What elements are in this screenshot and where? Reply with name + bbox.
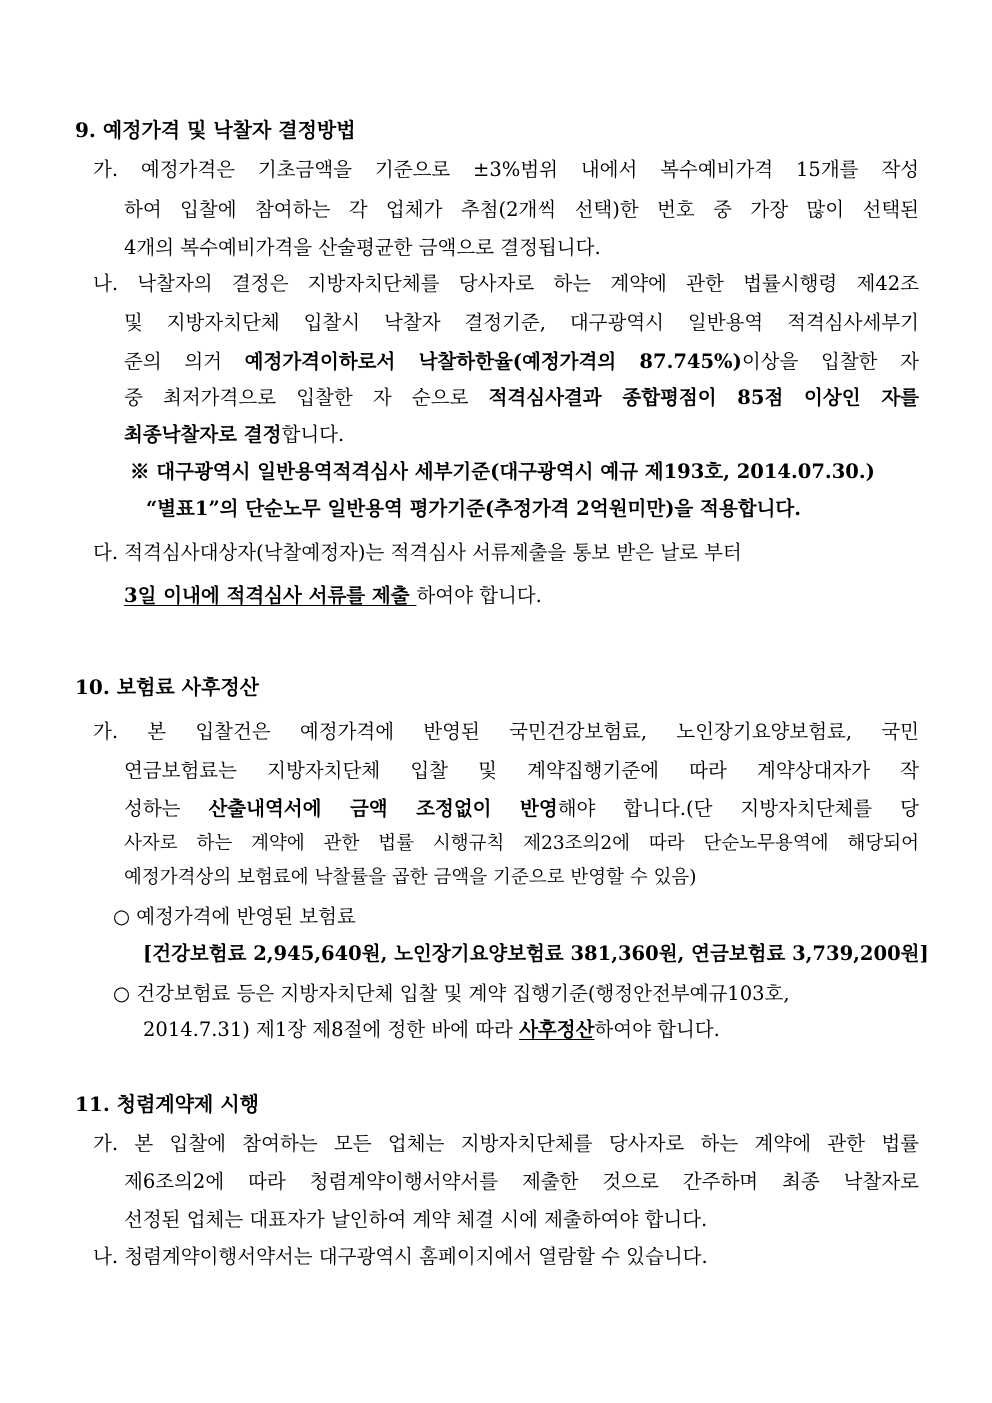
section-9-item-na-line3: [124, 350, 919, 374]
bullet2-line2-bold-settle: 사후정산: [519, 1018, 595, 1041]
section-9-item-ga-line3: 4개의 복수예비가격을 산술평균한 금액으로 결정됩니다.: [124, 236, 601, 259]
section-10-bullet2-line1: ○ 건강보험료 등은 지방자치단체 입찰 및 계약 집행기준(행정안전부예규103호,: [113, 982, 790, 1005]
section-9-item-na-line5: [124, 423, 344, 447]
na-line4-bold-score: 적격심사결과 종합평점이 85점 이상인 자를: [488, 386, 919, 409]
bullet2-line2-text-c: 하여야 합니다.: [594, 1018, 720, 1041]
na-line3-bold-rate: 예정가격이하로서 낙찰하한율(예정가격의 87.745%): [244, 350, 742, 373]
section-9-item-na-line4: [124, 386, 919, 410]
ga-line3-text-a: 성하는: [124, 797, 209, 820]
section-11-item-ga-line1: 가. 본 입찰에 참여하는 모든 업체는 지방자치단체를 당사자로 하는 계약에 관한 법률: [93, 1132, 919, 1155]
section-10-bullet1-line1: ○ 예정가격에 반영된 보험료: [113, 905, 356, 928]
na-line3-text-c: 이상을 입찰한 자: [741, 350, 919, 373]
section-9-item-na-line1: 나. 낙찰자의 결정은 지방자치단체를 당사자로 하는 계약에 관한 법률시행령 제42조: [93, 272, 919, 295]
bullet2-line2-text-a: 2014.7.31) 제1장 제8절에 정한 바에 따라: [143, 1018, 520, 1041]
da-line2-bold-deadline: 3일 이내에 적격심사 서류를 제출: [124, 584, 417, 607]
section-9-item-ga-line2: 하여 입찰에 참여하는 각 업체가 추첨(2개씩 선택)한 번호 중 가장 많이 선택된: [124, 198, 919, 221]
da-line2-text-b: 하여야 합니다.: [416, 584, 542, 607]
ga-line3-text-c: 해야 합니다.(단 지방자치단체를 당: [557, 797, 919, 820]
na-line4-text-a: 중 최저가격으로 입찰한 자 순으로: [124, 386, 489, 409]
ga-line3-bold-reflect: 산출내역서에 금액 조정없이 반영: [208, 797, 558, 820]
section-11-item-na-line1: 나. 청렴계약이행서약서는 대구광역시 홈페이지에서 열람할 수 있습니다.: [93, 1245, 708, 1268]
section-11-item-ga-line2: 제6조의2에 따라 청렴계약이행서약서를 제출한 것으로 간주하며 최종 낙찰자로: [124, 1170, 919, 1193]
na-line5-text-b: 합니다.: [281, 423, 345, 446]
section-10-item-ga-line2: 연금보험료는 지방자치단체 입찰 및 계약집행기준에 따라 계약상대자가 작: [124, 759, 919, 782]
section-10-heading: 10. 보험료 사후정산: [75, 675, 259, 699]
section-9-note-line2: “별표1”의 단순노무 일반용역 평가기준(추정가격 2억원미만)을 적용합니다.: [146, 497, 802, 520]
section-9-item-ga-line1: 가. 예정가격은 기초금액을 기준으로 ±3%범위 내에서 복수예비가격 15개를 작성: [93, 158, 919, 181]
section-10-bullet2-line2: [143, 1018, 720, 1042]
section-10-bullet1-line2: [건강보험료 2,945,640원, 노인장기요양보험료 381,360원, 연금보험료 3,739,200원]: [143, 942, 929, 965]
section-10-item-ga-line1: 가. 본 입찰건은 예정가격에 반영된 국민건강보험료, 노인장기요양보험료, 국민: [93, 720, 919, 743]
section-11-item-ga-line3: 선정된 업체는 대표자가 날인하여 계약 체결 시에 제출하여야 합니다.: [124, 1208, 708, 1231]
section-10-item-ga-line4: 사자로 하는 계약에 관한 법률 시행규칙 제23조의2에 따라 단순노무용역에 해당되어: [124, 833, 919, 854]
section-10-item-ga-line5: 예정가격상의 보험료에 낙찰률을 곱한 금액을 기준으로 반영할 수 있음): [124, 867, 697, 888]
na-line5-bold-final: 최종낙찰자로 결정: [124, 423, 282, 446]
section-10-item-ga-line3: [124, 797, 919, 821]
section-11-heading: 11. 청렴계약제 시행: [75, 1092, 259, 1116]
section-9-note-line1: ※ 대구광역시 일반용역적격심사 세부기준(대구광역시 예규 제193호, 2014.07.30.): [130, 460, 875, 483]
section-9-item-da-line1: 다. 적격심사대상자(낙찰예정자)는 적격심사 서류제출을 통보 받은 날로 부터: [93, 541, 742, 564]
na-line3-text-a: 준의 의거: [124, 350, 245, 373]
section-9-item-na-line2: 및 지방자치단체 입찰시 낙찰자 결정기준, 대구광역시 일반용역 적격심사세부기: [124, 311, 919, 334]
section-9-item-da-line2: [124, 584, 542, 608]
section-9-heading: 9. 예정가격 및 낙찰자 결정방법: [75, 118, 356, 142]
